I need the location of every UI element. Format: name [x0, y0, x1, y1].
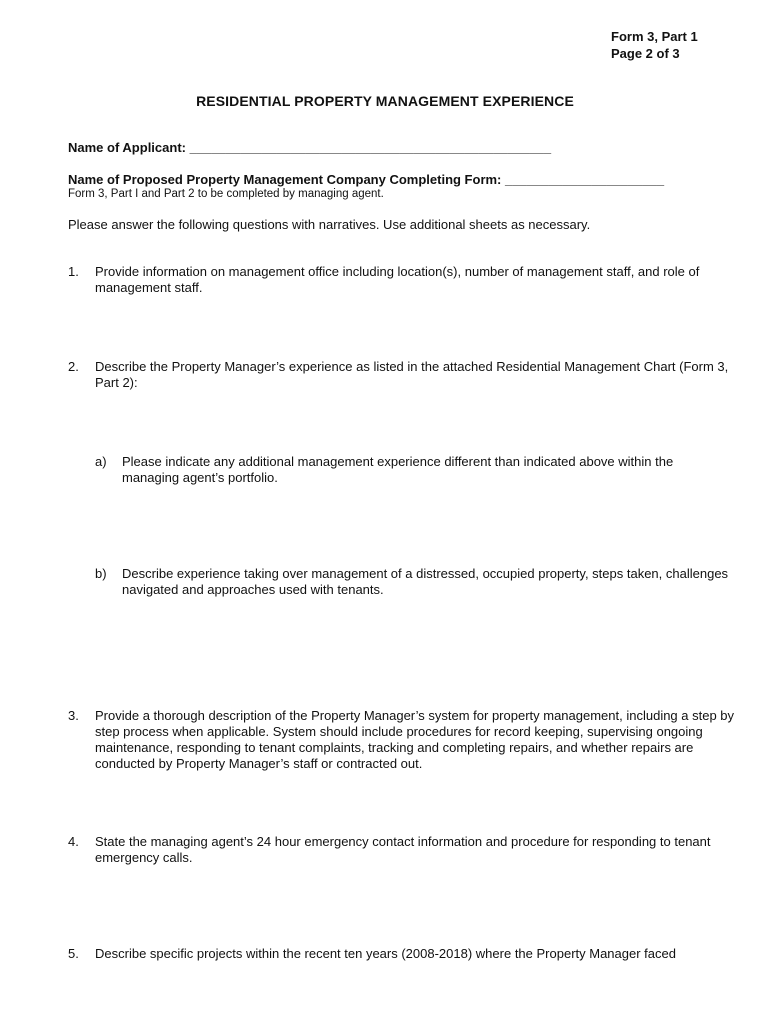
question-text: Provide a thorough description of the Property Manager’s system for property management, including a step by step process when applicable. System should include procedures for record keeping, supervising ongoing maintenance, responding to tenant complaints, tracking and completing repairs, and whether repairs are conducted by Property Manager’s staff or contracted out. [95, 708, 735, 771]
instructions-text: Please answer the following questions with narratives. Use additional sheets as necessary. [68, 217, 591, 232]
form-label: Form 3, Part 1 [611, 29, 698, 44]
question-text: Provide information on management office including location(s), number of management staff, and role of management staff. [95, 264, 700, 295]
question-number: 4. [68, 834, 79, 849]
company-name-field[interactable]: Name of Proposed Property Management Company Completing Form: ______________________ [68, 172, 665, 187]
subquestion-text: Describe experience taking over management of a distressed, occupied property, steps taken, challenges navigated and approaches used with tenants. [122, 566, 729, 597]
question-number: 2. [68, 359, 79, 374]
question-text: Describe the Property Manager’s experience as listed in the attached Residential Management Chart (Form 3, Part 2): [95, 359, 729, 390]
applicant-name-field[interactable]: Name of Applicant: __________________________________________________ [68, 140, 552, 155]
subquestion-letter: a) [95, 454, 107, 469]
completion-note: Form 3, Part I and Part 2 to be completed by managing agent. [68, 188, 384, 200]
question-number: 5. [68, 946, 79, 961]
subquestion-letter: b) [95, 566, 107, 581]
page-number: Page 2 of 3 [611, 46, 680, 61]
subquestion-text: Please indicate any additional management experience different than indicated above within the managing agent’s portfolio. [122, 454, 674, 485]
question-text: Describe specific projects within the recent ten years (2008-2018) where the Property Manager faced [95, 946, 676, 961]
page-header [611, 28, 698, 62]
question-number: 3. [68, 708, 79, 723]
question-text: State the managing agent’s 24 hour emergency contact information and procedure for responding to tenant emergency calls. [95, 834, 711, 865]
question-number: 1. [68, 264, 79, 279]
document-title: RESIDENTIAL PROPERTY MANAGEMENT EXPERIENCE [196, 93, 574, 109]
